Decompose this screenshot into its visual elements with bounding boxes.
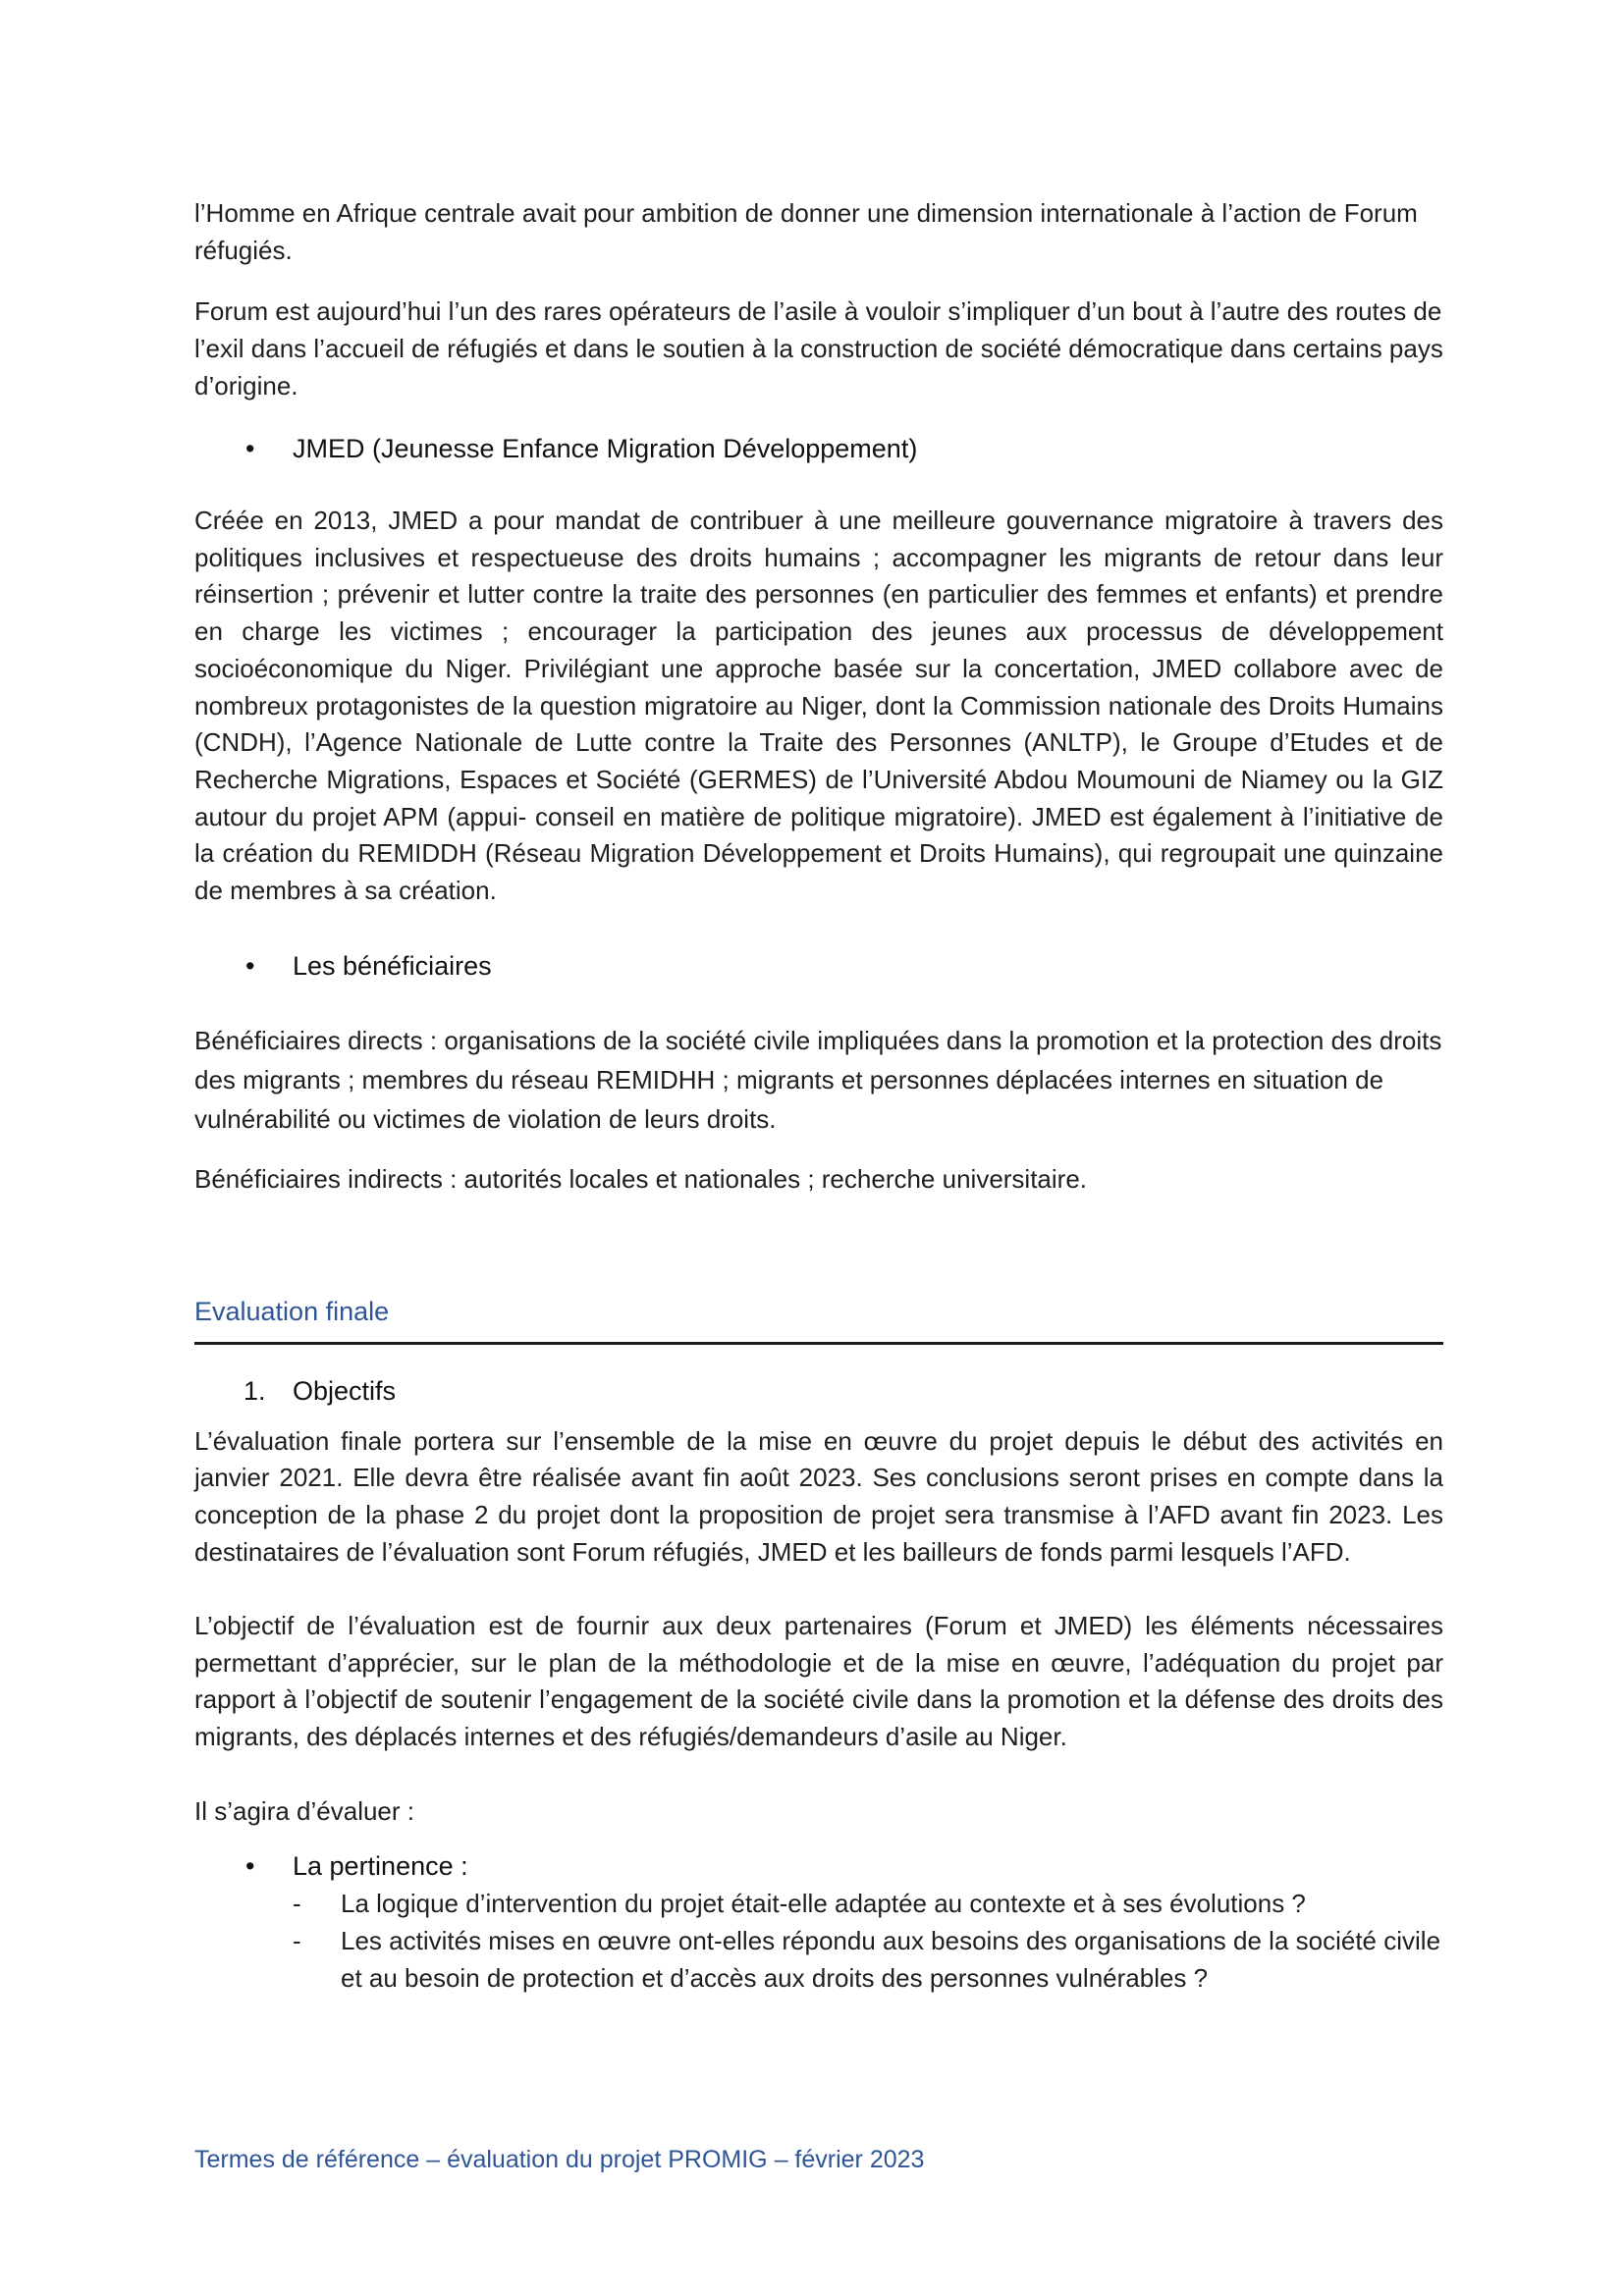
evaluation-paragraph-2: L’objectif de l’évaluation est de fournir aux deux partenaires (Forum et JMED) les éléments nécessaires permettant d’apprécier, sur le plan de la méthodologie et de la mise en œuvre, l’adéquation du projet par rapport à l’objectif de soutenir l’engagement de la société civile dans la promotion et la défense des droits des migrants, des déplacés internes et des réfugiés/demandeurs d’asile au Niger. [194, 1611, 1443, 1751]
jmed-description: Créée en 2013, JMED a pour mandat de contribuer à une meilleure gouvernance migratoire à travers des politiques inclusives et respectueuse des droits humains ; accompagner les migrants de retour dans leur réinsertion ; prévenir et lutter contre la traite des personnes (en particulier des femmes et enfants) et prendre en charge les victimes ; encourager la participation des jeunes aux processus de développement socioéconomique du Niger. Privilégiant une approche basée sur la concertation, JMED collabore avec de nombreux protagonistes de la question migratoire au Niger, dont la Commission nationale des Droits Humains (CNDH), l’Agence Nationale de Lutte contre la Traite des Personnes (ANLTP), le Groupe d’Etudes et de Recherche Migrations, Espaces et Société (GERMES) de l’Université Abdou Moumouni de Niamey ou la GIZ autour du projet APM (appui- conseil en matière de politique migratoire). JMED est également à l’initiative de la création du REMIDDH (Réseau Migration Développement et Droits Humains), qui regroupait une quinzaine de membres à sa création. [194, 506, 1443, 906]
bullet-icon: • [245, 434, 255, 463]
beneficiaires-indirects: Bénéficiaires indirects : autorités locales et nationales ; recherche universitaire. [194, 1163, 1088, 1194]
list-item-text: La logique d’intervention du projet était-elle adaptée au contexte et à ses évolutions ? [341, 1889, 1306, 1919]
bullet-icon: • [245, 950, 255, 981]
dash-marker: - [293, 1926, 301, 1956]
intro-paragraph-2: Forum est aujourd’hui l’un des rares opérateurs de l’asile à vouloir s’impliquer d’un bout à l’autre des routes de l’exil dans l’accueil de réfugiés et dans le soutien à la construction de société démocratique dans certains pays d’origine. [194, 296, 1443, 400]
intro-paragraph-1: l’Homme en Afrique centrale avait pour ambition de donner une dimension internationale à l’action de Forum réfugiés. [194, 198, 1418, 265]
pertinence-heading [194, 1847, 1443, 1885]
list-item-text: Les activités mises en œuvre ont-elles répondu aux besoins des organisations de la société civile et au besoin de protection et d’accès aux droits des personnes vulnérables ? [341, 1926, 1441, 1994]
objectifs-heading-text: Objectifs [293, 1375, 397, 1406]
objectifs-heading [194, 1372, 1443, 1410]
page-footer: Termes de référence – évaluation du projet PROMIG – février 2023 [194, 2146, 925, 2173]
beneficiaires-directs: Bénéficiaires directs : organisations de la société civile impliquées dans la promotion et la protection des droits des migrants ; membres du réseau REMIDHH ; migrants et personnes déplacées internes en situation de vulnérabilité ou victimes de violation de leurs droits. [194, 1025, 1442, 1134]
evaluation-paragraph-1: L’évaluation finale portera sur l’ensemble de la mise en œuvre du projet depuis le début des activités en janvier 2021. Elle devra être réalisée avant fin août 2023. Ses conclusions seront prises en compte dans la conception de la phase 2 du projet dont la proposition de projet sera transmise à l’AFD avant fin 2023. Les destinataires de l’évaluation sont Forum réfugiés, JMED et les bailleurs de fonds parmi lesquels l’AFD. [194, 1425, 1443, 1567]
beneficiaires-heading-text: Les bénéficiaires [293, 950, 492, 981]
objectifs-number: 1. [244, 1375, 266, 1406]
pertinence-heading-text: La pertinence : [293, 1851, 468, 1882]
document-page [194, 194, 1443, 1997]
jmed-heading [194, 430, 1443, 467]
dash-marker: - [293, 1889, 301, 1919]
list-item [194, 1885, 1443, 1922]
section-title-evaluation-finale: Evaluation finale [194, 1296, 390, 1326]
evaluation-paragraph-3: Il s’agira d’évaluer : [194, 1796, 414, 1827]
jmed-heading-text: JMED (Jeunesse Enfance Migration Développement) [293, 434, 918, 463]
beneficiaires-heading [194, 947, 1443, 985]
bullet-icon: • [245, 1851, 255, 1882]
section-divider [194, 1342, 1443, 1345]
list-item [194, 1922, 1443, 1997]
